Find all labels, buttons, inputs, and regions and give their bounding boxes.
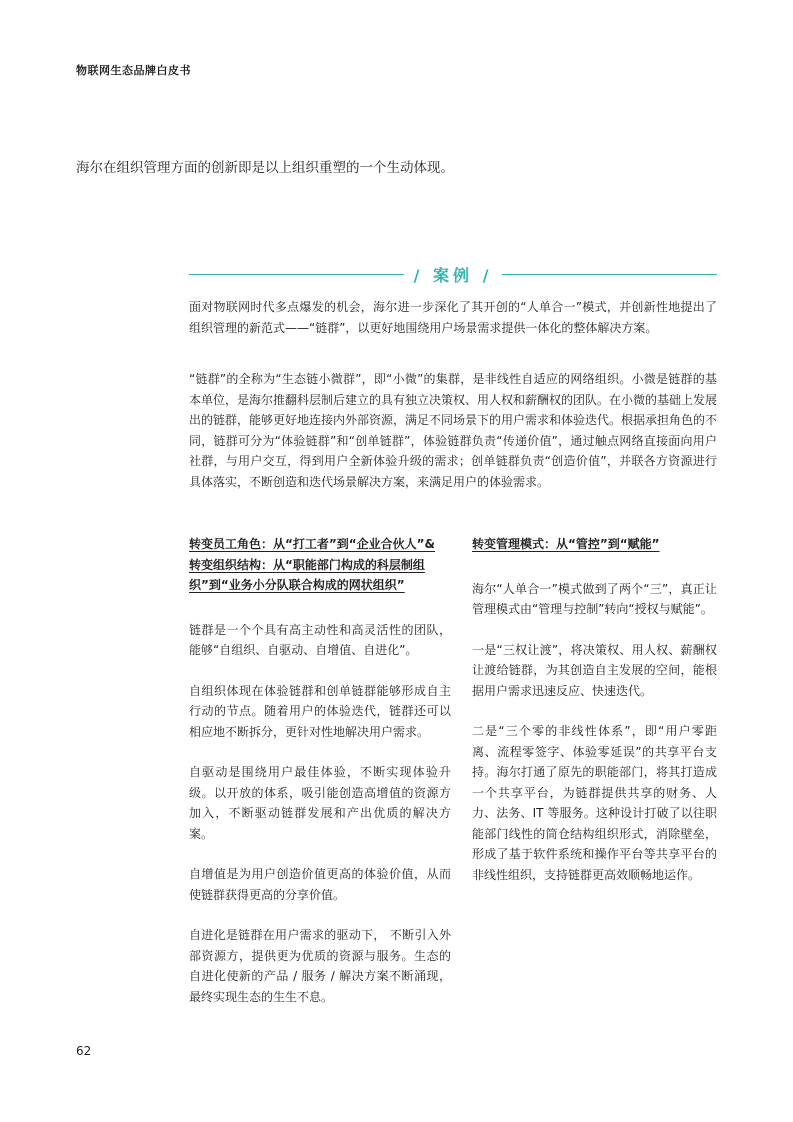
right-paragraph: 二是“三个零的非线性体系”，即“用户零距离、流程零签字、体验零延误”的共享平台支持。海尔打通了原先的职能部门，将其打造成一个共享平台，为链群提供共享的财务、人力、法务、IT 等服务。这种设计打破了以往职能部门线性的筒仓结构组织形式，消除壁垒，形成了基于软件系统和操作平台等共享平台的非线性组织，支持链群更高效顺畅地运作。 [472, 724, 717, 882]
left-paragraph: 链群是一个个具有高主动性和高灵活性的团队，能够“自组织、自驱动、自增值、自进化”。 [189, 622, 451, 657]
page-number: 62 [76, 1044, 92, 1058]
left-column-heading: 转变员工角色：从“打工者”到“企业合伙人”& 转变组织结构：从“职能部门构成的科层制组织”到“业务小分队联合构成的网状组织” [189, 537, 436, 592]
right-paragraph: 一是“三权让渡”，将决策权、用人权、薪酬权让渡给链群，为其创造自主发展的空间，能根据用户需求迅速反应、快速迭代。 [472, 642, 717, 698]
case-section-heading [189, 264, 717, 284]
left-paragraph: 自驱动是围绕用户最佳体验，不断实现体验升级。以开放的体系，吸引能创造高增值的资源方加入，不断驱动链群发展和产出优质的解决方案。 [189, 765, 451, 841]
right-column-heading: 转变管理模式：从“管控”到“赋能” [472, 537, 660, 551]
case-heading-label: / 案例 / [413, 265, 493, 285]
left-paragraph: 自进化是链群在用户需求的驱动下， 不断引入外部资源方，提供更为优质的资源与服务。生态的自进化使新的产品 / 服务 / 解决方案不断涌现，最终实现生态的生生不息。 [189, 928, 451, 1004]
heading-rule-left [189, 274, 404, 275]
left-paragraph: 自组织体现在体验链群和创单链群能够形成自主行动的节点。随着用户的体验迭代，链群还可以相应地不断拆分，更针对性地解决用户需求。 [189, 683, 451, 739]
intro-paragraph: 海尔在组织管理方面的创新即是以上组织重塑的一个生动体现。 [76, 160, 454, 176]
case-paragraph-2: “链群”的全称为“生态链小微群”，即“小微”的集群，是非线性自适应的网络组织。小微是链群的基本单位，是海尔推翻科层制后建立的具有独立决策权、用人权和薪酬权的团队。在小微的基础上发展出的链群，能够更好地连接内外部资源，满足不同场景下的用户需求和体验迭代。根据承担角色的不同，链群可分为“体验链群”和“创单链群”，体验链群负责“传递价值”，通过触点网络直接面向用户社群，与用户交互，得到用户全新体验升级的需求；创单链群负责“创造价值”，并联各方资源进行具体落实，不断创造和迭代场景解决方案，来满足用户的体验需求。 [189, 372, 718, 489]
case-paragraph-1: 面对物联网时代多点爆发的机会，海尔进一步深化了其开创的“人单合一”模式，并创新性地提出了组织管理的新范式——“链群”，以更好地围绕用户场景需求提供一体化的整体解决方案。 [189, 300, 717, 335]
left-column [189, 534, 451, 1027]
left-paragraph: 自增值是为用户创造价值更高的体验价值，从而使链群获得更高的分享价值。 [189, 867, 451, 902]
right-column [472, 534, 717, 905]
heading-rule-right [502, 274, 717, 275]
document-title: 物联网生态品牌白皮书 [76, 64, 191, 77]
right-paragraph: 海尔“人单合一”模式做到了两个“三”，真正让管理模式由“管理与控制”转向“授权与赋能”。 [472, 581, 717, 616]
